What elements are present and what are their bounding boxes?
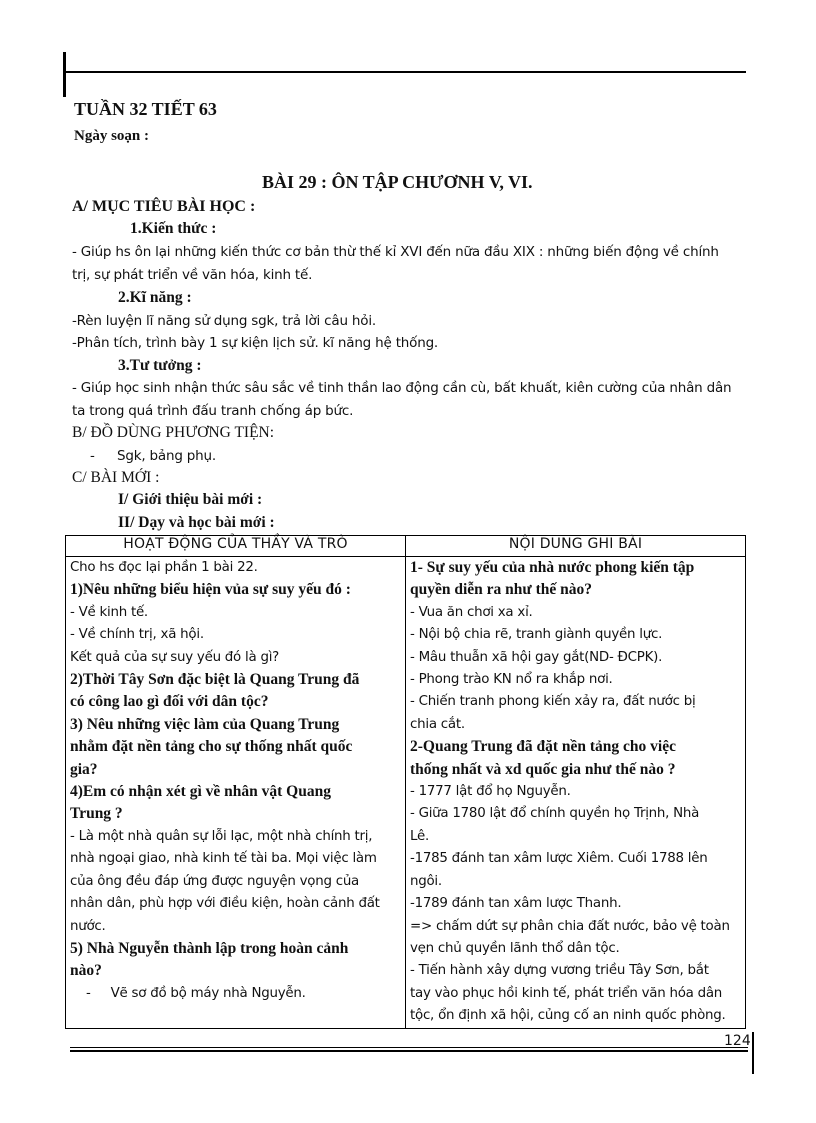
table-right-line: - Mâu thuẫn xã hội gay gắt(ND- ĐCPK). — [410, 649, 663, 665]
table-left-line: 4)Em có nhận xét gì về nhân vật Quang — [70, 783, 331, 801]
section-b-item-dash: - — [90, 448, 95, 464]
table-left-line: - Vẽ sơ đồ bộ máy nhà Nguyễn. — [86, 985, 306, 1001]
table-right-line: - Tiến hành xây dựng vương triều Tây Sơn, bắt — [410, 963, 709, 979]
top-rule — [66, 71, 746, 73]
table-left-line: - Là một nhà quân sự lỗi lạc, một nhà chính trị, — [70, 828, 373, 844]
table-right-line: tay vào phục hồi kinh tế, phát triển văn hóa dân — [410, 985, 723, 1001]
table-left-line: có công lao gì đối với dân tộc? — [70, 693, 269, 711]
bottom-rule-lower — [70, 1050, 748, 1052]
table-right-line: -1789 đánh tan xâm lược Thanh. — [410, 896, 622, 912]
table-right-line: quyền diễn ra như thế nào? — [410, 581, 592, 599]
section-b-item: Sgk, bảng phụ. — [117, 448, 216, 464]
date-label: Ngày soạn : — [74, 128, 150, 144]
knowledge-heading: 1.Kiến thức : — [130, 220, 217, 237]
table-left-line: nước. — [70, 918, 106, 934]
table-left-line: - Về kinh tế. — [70, 604, 148, 620]
knowledge-line-1: - Giúp hs ôn lại những kiến thức cơ bản thừ thế kỉ XVI đến nữa đầu XIX : những biến động về chính — [72, 244, 719, 260]
table-right-line: ngôi. — [410, 873, 442, 889]
table-left-line: nhân dân, phù hợp với điều kiện, hoàn cảnh đất — [70, 896, 380, 912]
table-right-line: - Nội bộ chia rẽ, tranh giành quyền lực. — [410, 627, 663, 643]
table-left-line: 3) Nêu những việc làm của Quang Trung — [70, 715, 340, 733]
knowledge-line-2: trị, sự phát triển về văn hóa, kinh tế. — [72, 267, 313, 283]
table-left-line: Trung ? — [70, 805, 123, 823]
attitude-heading: 3.Tư tưởng : — [118, 357, 202, 374]
table-right-line: - 1777 lật đổ họ Nguyễn. — [410, 784, 571, 800]
table-right-line: - Phong trào KN nổ ra khắp nơi. — [410, 672, 613, 688]
table-header-right: NỘI DUNG GHI BÀI — [406, 536, 746, 557]
table-right-line: - Giữa 1780 lật đổ chính quyền họ Trịnh, Nhà — [410, 806, 700, 822]
week-title: TUẦN 32 TIẾT 63 — [74, 99, 217, 119]
table-left-line: 1)Nêu những biểu hiện vủa sự suy yếu đó : — [70, 581, 351, 599]
top-left-vertical-bar — [63, 52, 66, 97]
table-left-line: nhà ngoại giao, nhà kinh tế tài ba. Mọi việc làm — [70, 851, 377, 867]
skills-heading: 2.Kĩ năng : — [118, 289, 192, 306]
table-right-line: chia cắt. — [410, 716, 465, 732]
table-left-line: nào? — [70, 962, 102, 980]
table-left-line: gia? — [70, 760, 98, 778]
lesson-table — [65, 535, 746, 1029]
bottom-rule-upper — [70, 1047, 748, 1048]
table-right-line: Lê. — [410, 828, 429, 844]
table-left-cell — [66, 557, 406, 1029]
section-c-heading: C/ BÀI MỚI : — [72, 469, 160, 486]
section-b-heading: B/ ĐỒ DÙNG PHƯƠNG TIỆN: — [72, 424, 275, 441]
skills-line-1: -Rèn luyện lĩ năng sử dụng sgk, trả lời câu hỏi. — [72, 313, 376, 329]
lesson-title: BÀI 29 : ÔN TẬP CHƯƠNH V, VI. — [262, 172, 533, 192]
bottom-right-vertical-bar — [752, 1032, 754, 1074]
table-left-line: Cho hs đọc lại phần 1 bài 22. — [70, 560, 258, 575]
table-right-line: - Chiến tranh phong kiến xảy ra, đất nước bị — [410, 694, 696, 710]
table-right-line: 2-Quang Trung đã đặt nền tảng cho việc — [410, 738, 676, 756]
page-number: 124 — [724, 1033, 751, 1049]
section-c-sub1: I/ Giới thiệu bài mới : — [118, 491, 263, 508]
table-right-line: -1785 đánh tan xâm lược Xiêm. Cuối 1788 lên — [410, 851, 708, 867]
table-right-line: 1- Sự suy yếu của nhà nước phong kiến tập — [410, 559, 695, 576]
table-left-line: Kết quả của sự suy yếu đó là gì? — [70, 649, 280, 665]
attitude-line-1: - Giúp học sinh nhận thức sâu sắc về tinh thần lao động cần cù, bất khuất, kiên cường của nhân dân — [72, 380, 732, 396]
table-left-line: 2)Thời Tây Sơn đặc biệt là Quang Trung đã — [70, 671, 360, 689]
section-c-sub2: II/ Dạy và học bài mới : — [118, 514, 275, 531]
skills-line-2: -Phân tích, trình bày 1 sự kiện lịch sử. kĩ năng hệ thống. — [72, 335, 439, 351]
table-right-line: tộc, ổn định xã hội, củng cố an ninh quốc phòng. — [410, 1008, 726, 1024]
table-right-line: thống nhất và xd quốc gia như thế nào ? — [410, 760, 676, 778]
table-right-line: vẹn chủ quyền lãnh thổ dân tộc. — [410, 940, 620, 956]
table-left-line: 5) Nhà Nguyễn thành lập trong hoàn cảnh — [70, 939, 349, 957]
table-header-left: HOẠT ĐỘNG CỦA THẦY VÀ TRÒ — [66, 536, 406, 557]
table-right-line: - Vua ăn chơi xa xỉ. — [410, 604, 533, 620]
attitude-line-2: ta trong quá trình đấu tranh chống áp bức. — [72, 403, 354, 419]
table-left-line: nhằm đặt nền tảng cho sự thống nhất quốc — [70, 738, 353, 756]
table-left-line: của ông đều đáp ứng được nguyện vọng của — [70, 873, 360, 889]
table-right-line: => chấm dứt sự phân chia đất nước, bảo vệ toàn — [410, 918, 730, 934]
section-a-heading: A/ MỤC TIÊU BÀI HỌC : — [72, 198, 256, 215]
table-right-cell — [406, 557, 746, 1029]
table-left-line: - Về chính trị, xã hội. — [70, 627, 204, 643]
